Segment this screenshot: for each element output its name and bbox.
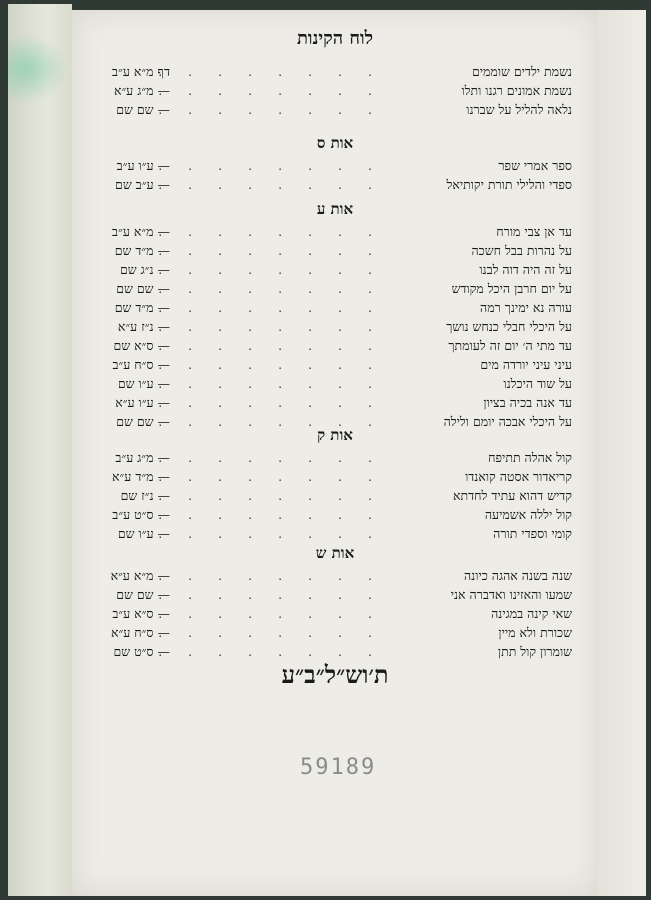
entry-page-ref: — נ״ג שם (119, 262, 170, 277)
entry-page-ref: — ס״א ע״ב (112, 606, 170, 621)
entry-title: על היכלי אבכה יומם ולילה (443, 414, 572, 429)
entry-title: על זה היה דוה לבנו (479, 262, 572, 277)
index-entry (72, 623, 598, 642)
entry-page-ref: — ס״ח ע״ב (112, 357, 170, 372)
index-entry (72, 241, 598, 260)
leader-dots: ........ (158, 450, 398, 465)
entry-title: קומי וספדי תורה (493, 526, 572, 541)
entry-title: נשמת אמונים רגנו ותלו (461, 83, 572, 98)
index-entry (72, 81, 598, 100)
leader-dots: ........ (158, 395, 398, 410)
index-entry (72, 62, 598, 81)
entry-title: על היכלי חבלי כנחש נושך (446, 319, 572, 334)
entry-title: עד אנה בכיה בציון (483, 395, 572, 410)
entry-page-ref: — מ״ד שם (114, 300, 170, 315)
index-entry (72, 642, 598, 661)
entry-page-ref: — ע״ו שם (117, 526, 170, 541)
index-section (72, 540, 598, 661)
entry-page-ref: — מ״ג ע״ב (115, 450, 170, 465)
leader-dots: ........ (158, 319, 398, 334)
leader-dots: ........ (158, 526, 398, 541)
entry-page-ref: דף מ״א ע״ב (112, 64, 170, 79)
entry-page-ref: — שם שם (116, 102, 170, 117)
page-title: לוח הקינות (296, 28, 374, 49)
entry-title: על שוד היכלנו (503, 376, 572, 391)
entry-title: שומרון קול תתן (497, 644, 572, 659)
leader-dots: ........ (158, 243, 398, 258)
index-entry (72, 604, 598, 623)
index-entry (72, 222, 598, 241)
index-entry (72, 355, 598, 374)
entry-title: ספדי והלילי תורת יקותיאל (446, 177, 572, 192)
leader-dots: ........ (158, 300, 398, 315)
entry-title: קול אהלה תתיפח (488, 450, 572, 465)
leader-dots: ........ (158, 83, 398, 98)
leader-dots: ........ (158, 64, 398, 79)
entry-title: קול יללה אשמיעה (484, 507, 572, 522)
leader-dots: ........ (158, 469, 398, 484)
entry-page-ref: — ס״א שם (113, 338, 170, 353)
entry-page-ref: — שם שם (116, 414, 170, 429)
right-cover-edge (598, 10, 646, 896)
leader-dots: ........ (158, 507, 398, 522)
index-entry (72, 317, 598, 336)
leader-dots: ........ (158, 224, 398, 239)
entry-page-ref: — שם שם (116, 587, 170, 602)
leader-dots: ........ (158, 338, 398, 353)
entry-page-ref: — נ״ז שם (120, 488, 170, 503)
leader-dots: ........ (158, 102, 398, 117)
entry-title: עד אן צבי מורח (496, 224, 572, 239)
entry-title: עד מתי ה׳ יום זה לעומתך (448, 338, 572, 353)
index-entry (72, 260, 598, 279)
publication-year: ת׳וש״ל״ב״ע (281, 660, 389, 689)
entry-page-ref: — שם שם (116, 281, 170, 296)
leader-dots: ........ (158, 488, 398, 503)
entry-page-ref: — מ״ג ע״א (113, 83, 170, 98)
book-page (72, 10, 598, 896)
entry-title: שנה בשנה אהגה כיונה (463, 568, 572, 583)
leader-dots: ........ (158, 158, 398, 173)
cover-stain (8, 34, 68, 104)
entry-page-ref: — מ״ד שם (114, 243, 170, 258)
entry-page-ref: — מ״א ע״א (110, 568, 170, 583)
entry-title: ספר אמרי שפר (498, 158, 572, 173)
leader-dots: ........ (158, 606, 398, 621)
entry-page-ref: — ס״ח ע״א (110, 625, 170, 640)
entry-title: על יום חרבן היכל מקודש (451, 281, 572, 296)
index-section (72, 196, 598, 431)
entry-page-ref: — ס״ט ע״ב (112, 507, 170, 522)
index-entry (72, 279, 598, 298)
entry-title: נלאה להליל על שברנו (466, 102, 572, 117)
leader-dots: ........ (158, 281, 398, 296)
index-entry (72, 505, 598, 524)
entry-page-ref: — מ״ד ע״א (112, 469, 170, 484)
entry-title: על נהרות בבל חשכה (471, 243, 572, 258)
leader-dots: ........ (158, 568, 398, 583)
leader-dots: ........ (158, 644, 398, 659)
entry-page-ref: — ס״ט שם (113, 644, 170, 659)
index-entry (72, 486, 598, 505)
library-stamp-number: 59189 (300, 755, 377, 780)
index-entry (72, 100, 598, 119)
section-heading: אות ק (317, 426, 353, 444)
index-section (72, 130, 598, 194)
entry-title: קדיש דהוא עתיד לחדתא (452, 488, 572, 503)
index-section (72, 422, 598, 543)
entry-page-ref: — ע״ו ע״א (115, 395, 170, 410)
entry-title: נשמת ילדים שוממים (471, 64, 572, 79)
section-heading: אות ע (316, 200, 354, 218)
section-heading: אות ס (316, 134, 354, 152)
entry-page-ref: — ע״ו ע״ב (116, 158, 170, 173)
entry-title: שכורת ולא מיין (498, 625, 572, 640)
left-cover-edge (8, 4, 72, 896)
entry-page-ref: — ע״ו שם (117, 376, 170, 391)
entry-title: עורה נא ימינך רמה (480, 300, 572, 315)
index-entry (72, 467, 598, 486)
entry-title: קריאדור אסטה קואנדו (465, 469, 572, 484)
leader-dots: ........ (158, 587, 398, 602)
index-entry (72, 585, 598, 604)
index-entry (72, 374, 598, 393)
index-entry (72, 566, 598, 585)
entry-title: שאי קינה במגינה (491, 606, 572, 621)
index-entry (72, 448, 598, 467)
entry-title: עיני עיני יורדה מים (480, 357, 572, 372)
index-entry (72, 393, 598, 412)
section-heading: אות ש (315, 544, 355, 562)
leader-dots: ........ (158, 376, 398, 391)
index-entry (72, 156, 598, 175)
leader-dots: ........ (158, 177, 398, 192)
leader-dots: ........ (158, 414, 398, 429)
leader-dots: ........ (158, 262, 398, 277)
index-section (72, 62, 598, 119)
entry-title: שמעו והאזינו ואדברה אני (450, 587, 572, 602)
entry-page-ref: — ע״ב שם (115, 177, 170, 192)
index-entry (72, 175, 598, 194)
index-entry (72, 298, 598, 317)
entry-page-ref: — נ״ז ע״א (117, 319, 170, 334)
leader-dots: ........ (158, 625, 398, 640)
index-entry (72, 336, 598, 355)
leader-dots: ........ (158, 357, 398, 372)
entry-page-ref: — מ״א ע״ב (112, 224, 170, 239)
